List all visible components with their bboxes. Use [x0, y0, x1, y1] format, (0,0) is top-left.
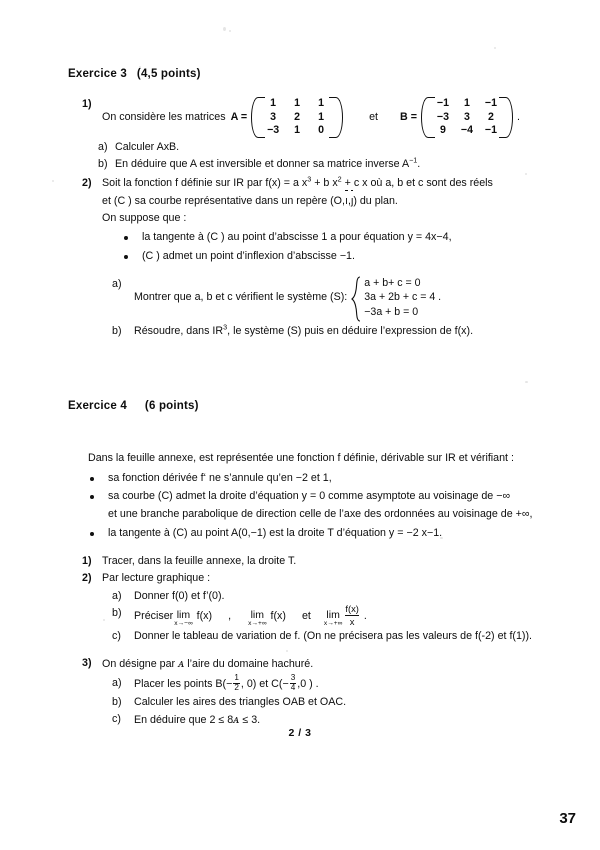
cell: 1	[464, 97, 470, 109]
limit-1-sub: x→−∞	[174, 620, 193, 628]
exercise3-q1	[68, 96, 546, 139]
exercise3-q2	[68, 175, 546, 267]
q2a-letter: a)	[112, 277, 122, 290]
matrix-b	[419, 96, 515, 139]
page-footer: 2 / 3	[288, 727, 312, 739]
limit-2	[248, 610, 266, 628]
exercise-3-points: (4,5 points)	[136, 68, 201, 80]
paren-right-icon	[506, 96, 515, 139]
trailing-period: .	[516, 110, 520, 123]
cell: −1	[484, 124, 498, 137]
script-a-symbol: ᴀ	[178, 656, 185, 670]
q2-bullet-1: la tangente à (C ) au point d’abscisse 1 a pour équation y = 4x−4,	[120, 229, 546, 246]
exercise4-q3-b	[112, 694, 546, 711]
exercise4-q2	[68, 570, 546, 587]
exercise4-q3-a	[112, 672, 546, 694]
system-eq-2: 3a + 2b + c = 4 .	[364, 291, 442, 304]
ex4-q3-number: 3)	[82, 656, 92, 669]
q1a-letter: a)	[98, 140, 108, 153]
q1b-text: En déduire que A est inversible et donner sa matrice inverse A	[115, 157, 410, 170]
system-eq-1: a + b+ c = 0	[364, 276, 421, 289]
exercise4-q2-c	[112, 628, 546, 645]
exercise3-q1-a	[98, 139, 546, 156]
q1b-exponent: −1	[409, 155, 418, 165]
matrices-line	[102, 96, 546, 139]
exercise3-q1-b	[98, 156, 546, 173]
points-line	[134, 672, 546, 694]
q2-bullet-list	[102, 229, 546, 265]
q2-number: 2)	[82, 177, 92, 190]
q2-line1-pre: Soit la fonction f définie sur IR par f(x) = a x	[102, 177, 308, 190]
exercise-4-heading	[68, 400, 546, 412]
cell: −3	[436, 110, 450, 123]
paren-right-icon	[336, 96, 345, 139]
cell: 1	[294, 124, 301, 137]
exercise4-q1	[68, 553, 546, 570]
limit-3-sub: x→+∞	[323, 620, 343, 628]
limit-1-op: lim	[176, 608, 191, 621]
numerator: 3	[290, 672, 296, 682]
q2-line2	[102, 193, 546, 210]
limit-3-fraction	[345, 604, 359, 627]
q2-comma: ,	[347, 194, 351, 207]
ex4-q1-number: 1)	[82, 555, 92, 568]
ex4-q3a-pre: Placer les points B(−	[134, 677, 233, 690]
system-equations	[351, 276, 441, 319]
exercise-3-heading	[68, 68, 546, 80]
q2b-text-pre: Résoudre, dans IR	[134, 325, 224, 338]
cell: −4	[460, 124, 474, 137]
limit-3-numerator: f(x)	[345, 603, 359, 615]
ex4-q2c-text: Donner le tableau de variation de f. (On ne précisera pas les valeurs de f(-2) et f(1)).	[134, 630, 533, 643]
brace-icon	[351, 276, 362, 319]
exercise4-intro-row	[88, 450, 546, 467]
limit-3-denominator: x	[349, 615, 355, 627]
exercise4-q2-b	[112, 605, 546, 628]
exercise-4-points: (6 points)	[144, 400, 199, 413]
q2-exp-3: 3	[307, 174, 312, 184]
limit-2-sub: x→+∞	[248, 620, 267, 628]
cell: 3	[464, 110, 470, 123]
q1b-letter: b)	[98, 157, 108, 170]
cell: 1	[294, 97, 301, 109]
page-number: 37	[559, 810, 576, 827]
paren-left-icon	[419, 96, 428, 139]
q2-exp-2: 2	[337, 174, 342, 184]
cell: 2	[294, 110, 301, 123]
page-content	[68, 68, 546, 730]
exercise-3-title: Exercice 3	[68, 68, 127, 80]
q2-line2-post: ) du plan.	[353, 194, 398, 207]
exercise3-q2-b	[112, 323, 546, 340]
system-rows	[362, 276, 441, 319]
limits-separator-1: ,	[228, 609, 232, 622]
ex4-bullet-2: sa courbe (C) admet la droite d’équation y = 0 comme asymptote au voisinage de −∞	[86, 488, 546, 505]
cell: 1	[270, 97, 277, 109]
ex4-bullet-3: la tangente à (C) au point A(0,−1) est la droite T d’équation y = −2 x−1.	[86, 525, 546, 542]
ex4-q3a-mid: , 0) et C(−	[240, 677, 289, 690]
limit-2-arg: f(x)	[270, 609, 286, 622]
script-a-symbol: ᴀ	[233, 713, 240, 727]
ex4-bullet-2-cont: et une branche parabolique de direction celle de l’axe des ordonnées au voisinage de +∞,	[108, 508, 533, 521]
limits-separator-2: et	[301, 609, 311, 622]
q1-number: 1)	[82, 98, 92, 110]
limits-line	[134, 605, 546, 628]
ex4-q3b-letter: b)	[112, 696, 122, 709]
q2b-exponent: 3	[223, 322, 228, 332]
denominator: 4	[290, 683, 296, 693]
q2-line2-pre: et (C ) sa courbe représentative dans un repère (O,	[102, 194, 345, 207]
fraction-one-half	[233, 674, 240, 693]
exercise4-intro: Dans la feuille annexe, est représentée une fonction f définie, dérivable sur IR et vérifiant :	[88, 452, 514, 465]
cell: 1	[318, 97, 325, 109]
limit-3-op: lim	[326, 608, 340, 621]
ex4-q3b-text: Calculer les aires des triangles OAB et OAC.	[134, 696, 347, 709]
system-line	[134, 276, 546, 319]
cell: −3	[267, 124, 280, 137]
limit-1-arg: f(x)	[196, 609, 213, 622]
exercise-4-title: Exercice 4	[68, 400, 127, 413]
cell: 9	[440, 124, 446, 137]
vector-j: ȷ	[351, 193, 353, 210]
q2a-text: Montrer que a, b et c vérifient le système (S):	[134, 290, 348, 303]
q2-line1-post: + c x où a, b et c sont des réels	[341, 177, 493, 190]
q2-line1	[102, 175, 546, 192]
ex4-q3c-letter: c)	[112, 713, 121, 726]
cell: 0	[318, 124, 325, 137]
ex4-q3c-post: ≤ 3.	[239, 714, 261, 727]
ex4-q3a-letter: a)	[112, 676, 122, 689]
ex4-q2b-text: Préciser	[134, 609, 174, 622]
matrix-b-cells	[428, 96, 506, 139]
ex4-q3c-pre: En déduire que 2 ≤ 8	[134, 714, 234, 727]
ex4-q2-text: Par lecture graphique :	[102, 572, 211, 585]
scan-speck	[52, 180, 54, 182]
cell: 3	[270, 110, 277, 123]
cell: −1	[484, 97, 498, 109]
conjunction-et: et	[369, 110, 379, 123]
cell: −1	[436, 97, 450, 109]
exercise4-q3	[68, 655, 546, 673]
denominator: 2	[234, 683, 239, 693]
ex4-q1-text: Tracer, dans la feuille annexe, la droite T.	[102, 555, 297, 568]
fraction-three-quarters	[290, 674, 297, 693]
cell: 1	[318, 110, 325, 123]
scan-speck	[494, 47, 496, 49]
matrix-a	[249, 96, 345, 139]
q2-line3: On suppose que :	[102, 211, 187, 224]
ex4-q3a-post: ,0 ) .	[297, 677, 319, 690]
ex4-q3-text-post: l’aire du domaine hachuré.	[184, 657, 314, 670]
q2b-text-post: , le système (S) puis en déduire l’expression de f(x).	[227, 325, 474, 338]
numerator: 1	[234, 672, 239, 682]
q1a-text: Calculer AxB.	[115, 140, 180, 153]
exercise4-q2-a	[112, 588, 546, 605]
q2-bullet-2: (C ) admet un point d’inflexion d’abscisse −1.	[120, 248, 546, 265]
ex4-bullet-1: sa fonction dérivée f‘ ne s’annule qu’en −2 et 1,	[86, 470, 546, 487]
scan-speck	[229, 30, 231, 32]
limits-end-period: .	[363, 609, 367, 622]
vector-i: ı	[345, 193, 348, 210]
cell: 2	[488, 110, 494, 123]
limit-2-op: lim	[250, 608, 265, 621]
scan-speck	[223, 27, 226, 31]
system-eq-3: −3a + b = 0	[364, 305, 419, 318]
exercise4-bullet-list	[68, 470, 546, 542]
paren-left-icon	[249, 96, 258, 139]
ex4-q2b-letter: b)	[112, 607, 122, 620]
q1-lead-text: On considère les matrices	[102, 110, 226, 123]
exercise3-q2-a	[112, 276, 546, 319]
limit-3	[324, 610, 342, 628]
q2b-letter: b)	[112, 325, 122, 338]
ex4-q2a-letter: a)	[112, 589, 122, 602]
ex4-q3-text-pre: On désigne par	[102, 657, 179, 670]
matrix-a-label: A =	[230, 110, 248, 123]
ex4-q2-number: 2)	[82, 572, 92, 585]
limit-1	[174, 610, 192, 628]
matrix-b-label: B =	[400, 110, 417, 123]
matrix-a-cells	[258, 96, 336, 139]
q2-line1-mid: + b x	[311, 177, 338, 190]
q1b-text-end: .	[417, 157, 421, 170]
ex4-q2c-letter: c)	[112, 630, 121, 643]
ex4-q2a-text: Donner f(0) et f’(0).	[134, 589, 225, 602]
